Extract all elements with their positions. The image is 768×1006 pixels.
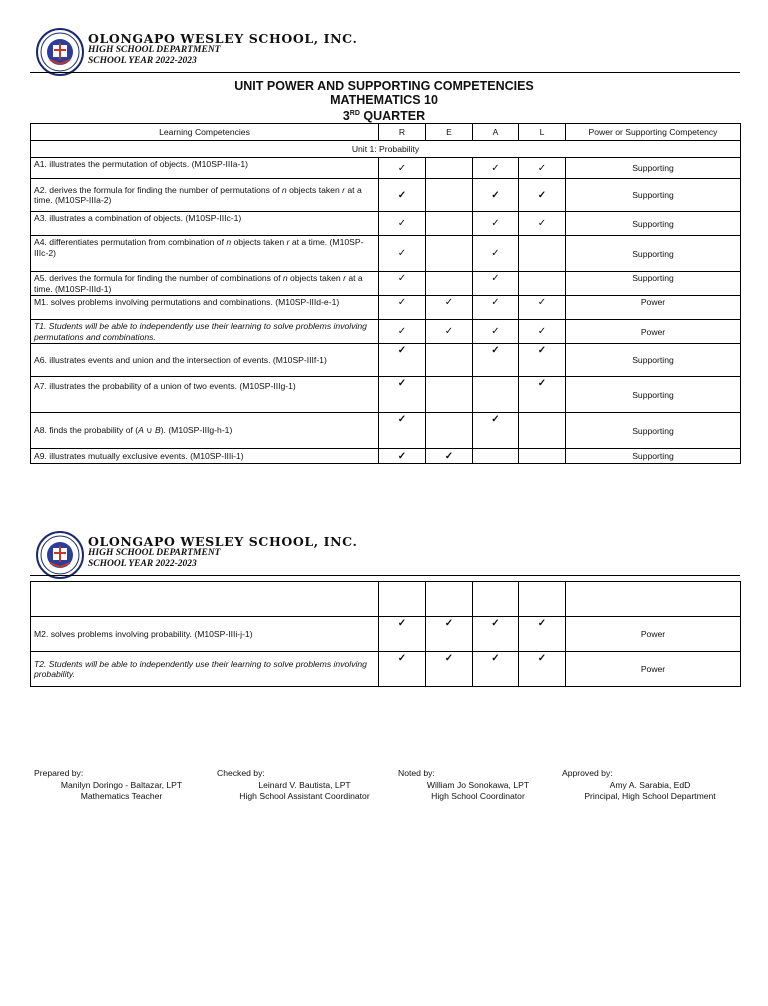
unit-label: Unit 1: Probability [31, 141, 741, 158]
check-r: ✓ [379, 377, 426, 413]
col-header-a: A [473, 124, 519, 141]
check-l: ✓ [519, 212, 566, 236]
col-header-competencies: Learning Competencies [31, 124, 379, 141]
check-a [473, 449, 519, 464]
header-rule [30, 575, 740, 576]
competency-type: Power [566, 296, 741, 320]
signatory-approved [562, 768, 738, 803]
competency-type: Supporting [566, 449, 741, 464]
competency-type: Supporting [566, 212, 741, 236]
check-l [519, 449, 566, 464]
school-name: OLONGAPO WESLEY SCHOOL, INC. [88, 31, 358, 46]
title-line-3: 3RD QUARTER [342, 109, 426, 124]
school-logo-seal [36, 28, 84, 76]
competency-type: Supporting [566, 236, 741, 272]
department: HIGH SCHOOL DEPARTMENT [88, 45, 221, 55]
col-header-l: L [519, 124, 566, 141]
check-r [379, 582, 426, 617]
competency-table [30, 123, 741, 464]
competency-type: Supporting [566, 344, 741, 377]
check-l: ✓ [519, 344, 566, 377]
competency-text: A8. finds the probability of (A ∪ B). (M10SP-IIIg-h-1) [31, 413, 379, 449]
title-line-2: MATHEMATICS 10 [330, 93, 438, 107]
competency-type: Power [566, 617, 741, 652]
check-e: ✓ [426, 617, 473, 652]
check-e: ✓ [426, 320, 473, 344]
check-e [426, 272, 473, 296]
competency-type: Supporting [566, 377, 741, 413]
check-r: ✓ [379, 158, 426, 179]
signatory-name: Amy A. Sarabia, EdD [609, 779, 691, 790]
school-year: SCHOOL YEAR 2022-2023 [88, 56, 197, 66]
check-r: ✓ [379, 236, 426, 272]
signatory-name: Leinard V. Bautista, LPT [258, 779, 351, 790]
signatory-prepared [34, 768, 209, 803]
check-e: ✓ [426, 652, 473, 687]
check-l: ✓ [519, 296, 566, 320]
competency-text: A5. derives the formula for finding the number of combinations of n objects taken r at a time. (M10SP-IIId-1) [31, 272, 379, 296]
page-header [30, 28, 740, 78]
competency-text: A9. illustrates mutually exclusive events. (M10SP-IIIi-1) [31, 449, 379, 464]
competency-text: A3. illustrates a combination of objects. (M10SP-IIIc-1) [31, 212, 379, 236]
check-e [426, 212, 473, 236]
check-l [519, 272, 566, 296]
signatory-label: Prepared by: [34, 768, 84, 778]
competency-text: A1. illustrates the permutation of objects. (M10SP-IIIa-1) [31, 158, 379, 179]
signatory-role: Mathematics Teacher [80, 791, 163, 801]
competency-type [566, 582, 741, 617]
check-r: ✓ [379, 179, 426, 212]
check-a [473, 377, 519, 413]
check-a: ✓ [473, 179, 519, 212]
table-row [31, 236, 741, 272]
competency-text: A4. differentiates permutation from combination of n objects taken r at a time. (M10SP-IIIc-2) [31, 236, 379, 272]
check-r: ✓ [379, 272, 426, 296]
check-l: ✓ [519, 617, 566, 652]
check-e: ✓ [426, 296, 473, 320]
check-e [426, 413, 473, 449]
check-l [519, 413, 566, 449]
check-r: ✓ [379, 652, 426, 687]
col-header-power-supporting: Power or Supporting Competency [566, 124, 741, 141]
check-e [426, 377, 473, 413]
check-r: ✓ [379, 617, 426, 652]
check-e: ✓ [426, 449, 473, 464]
page-header-2 [30, 531, 740, 581]
check-l: ✓ [519, 652, 566, 687]
check-a: ✓ [473, 272, 519, 296]
competency-table-continued [30, 581, 741, 687]
check-a: ✓ [473, 652, 519, 687]
check-l: ✓ [519, 377, 566, 413]
table-header-row [31, 124, 741, 141]
doc-title [0, 79, 768, 123]
competency-text: A7. illustrates the probability of a union of two events. (M10SP-IIIg-1) [31, 377, 379, 413]
signatory-role: High School Coordinator [431, 791, 525, 801]
title-line-1: UNIT POWER AND SUPPORTING COMPETENCIES [234, 79, 534, 93]
competency-text: A6. illustrates events and union and the intersection of events. (M10SP-IIIf-1) [31, 344, 379, 377]
table-row [31, 413, 741, 449]
signatory-label: Noted by: [398, 768, 435, 778]
check-r: ✓ [379, 320, 426, 344]
department: HIGH SCHOOL DEPARTMENT [88, 548, 221, 558]
signatory-role: High School Assistant Coordinator [239, 791, 370, 801]
check-l [519, 236, 566, 272]
competency-type: Supporting [566, 158, 741, 179]
competency-text [31, 582, 379, 617]
table-row [31, 272, 741, 296]
signatory-label: Checked by: [217, 768, 265, 778]
check-e [426, 179, 473, 212]
signatory-name: Manilyn Doringo - Baltazar, LPT [60, 779, 183, 790]
check-l: ✓ [519, 179, 566, 212]
table-row [31, 377, 741, 413]
check-e [426, 344, 473, 377]
signatory-role: Principal, High School Department [584, 791, 716, 801]
header-rule [30, 72, 740, 73]
school-year: SCHOOL YEAR 2022-2023 [88, 559, 197, 569]
signatory-noted [398, 768, 558, 803]
check-l: ✓ [519, 320, 566, 344]
table-row [31, 617, 741, 652]
check-a: ✓ [473, 236, 519, 272]
competency-text: M1. solves problems involving permutations and combinations. (M10SP-IIId-e-1) [31, 296, 379, 320]
col-header-r: R [379, 124, 426, 141]
signatory-name: William Jo Sonokawa, LPT [426, 779, 530, 790]
competency-type: Supporting [566, 179, 741, 212]
unit-row [31, 141, 741, 158]
table-row [31, 652, 741, 687]
competency-type: Power [566, 320, 741, 344]
signatory-checked [217, 768, 392, 803]
check-r: ✓ [379, 413, 426, 449]
table-row [31, 296, 741, 320]
check-a: ✓ [473, 617, 519, 652]
table-row [31, 582, 741, 617]
check-a: ✓ [473, 296, 519, 320]
table-row [31, 344, 741, 377]
check-r: ✓ [379, 296, 426, 320]
check-r: ✓ [379, 449, 426, 464]
check-e [426, 582, 473, 617]
school-logo-seal [36, 531, 84, 579]
competency-type: Supporting [566, 272, 741, 296]
competency-text: T1. Students will be able to independently use their learning to solve problems involving permutations and combinations. [31, 320, 379, 344]
table-row [31, 179, 741, 212]
check-l [519, 582, 566, 617]
check-a: ✓ [473, 320, 519, 344]
check-a: ✓ [473, 344, 519, 377]
check-a: ✓ [473, 158, 519, 179]
signatory-label: Approved by: [562, 768, 613, 778]
school-name: OLONGAPO WESLEY SCHOOL, INC. [88, 534, 358, 549]
competency-text: M2. solves problems involving probability. (M10SP-IIIi-j-1) [31, 617, 379, 652]
check-a [473, 582, 519, 617]
check-l: ✓ [519, 158, 566, 179]
table-row [31, 449, 741, 464]
check-e [426, 158, 473, 179]
competency-text: T2. Students will be able to independently use their learning to solve problems involving probability. [31, 652, 379, 687]
check-a: ✓ [473, 212, 519, 236]
competency-text: A2. derives the formula for finding the number of permutations of n objects taken r at a time. (M10SP-IIIa-2) [31, 179, 379, 212]
check-a: ✓ [473, 413, 519, 449]
table-row [31, 158, 741, 179]
table-row [31, 320, 741, 344]
col-header-e: E [426, 124, 473, 141]
check-r: ✓ [379, 344, 426, 377]
check-e [426, 236, 473, 272]
check-r: ✓ [379, 212, 426, 236]
competency-type: Supporting [566, 413, 741, 449]
table-row [31, 212, 741, 236]
competency-type: Power [566, 652, 741, 687]
